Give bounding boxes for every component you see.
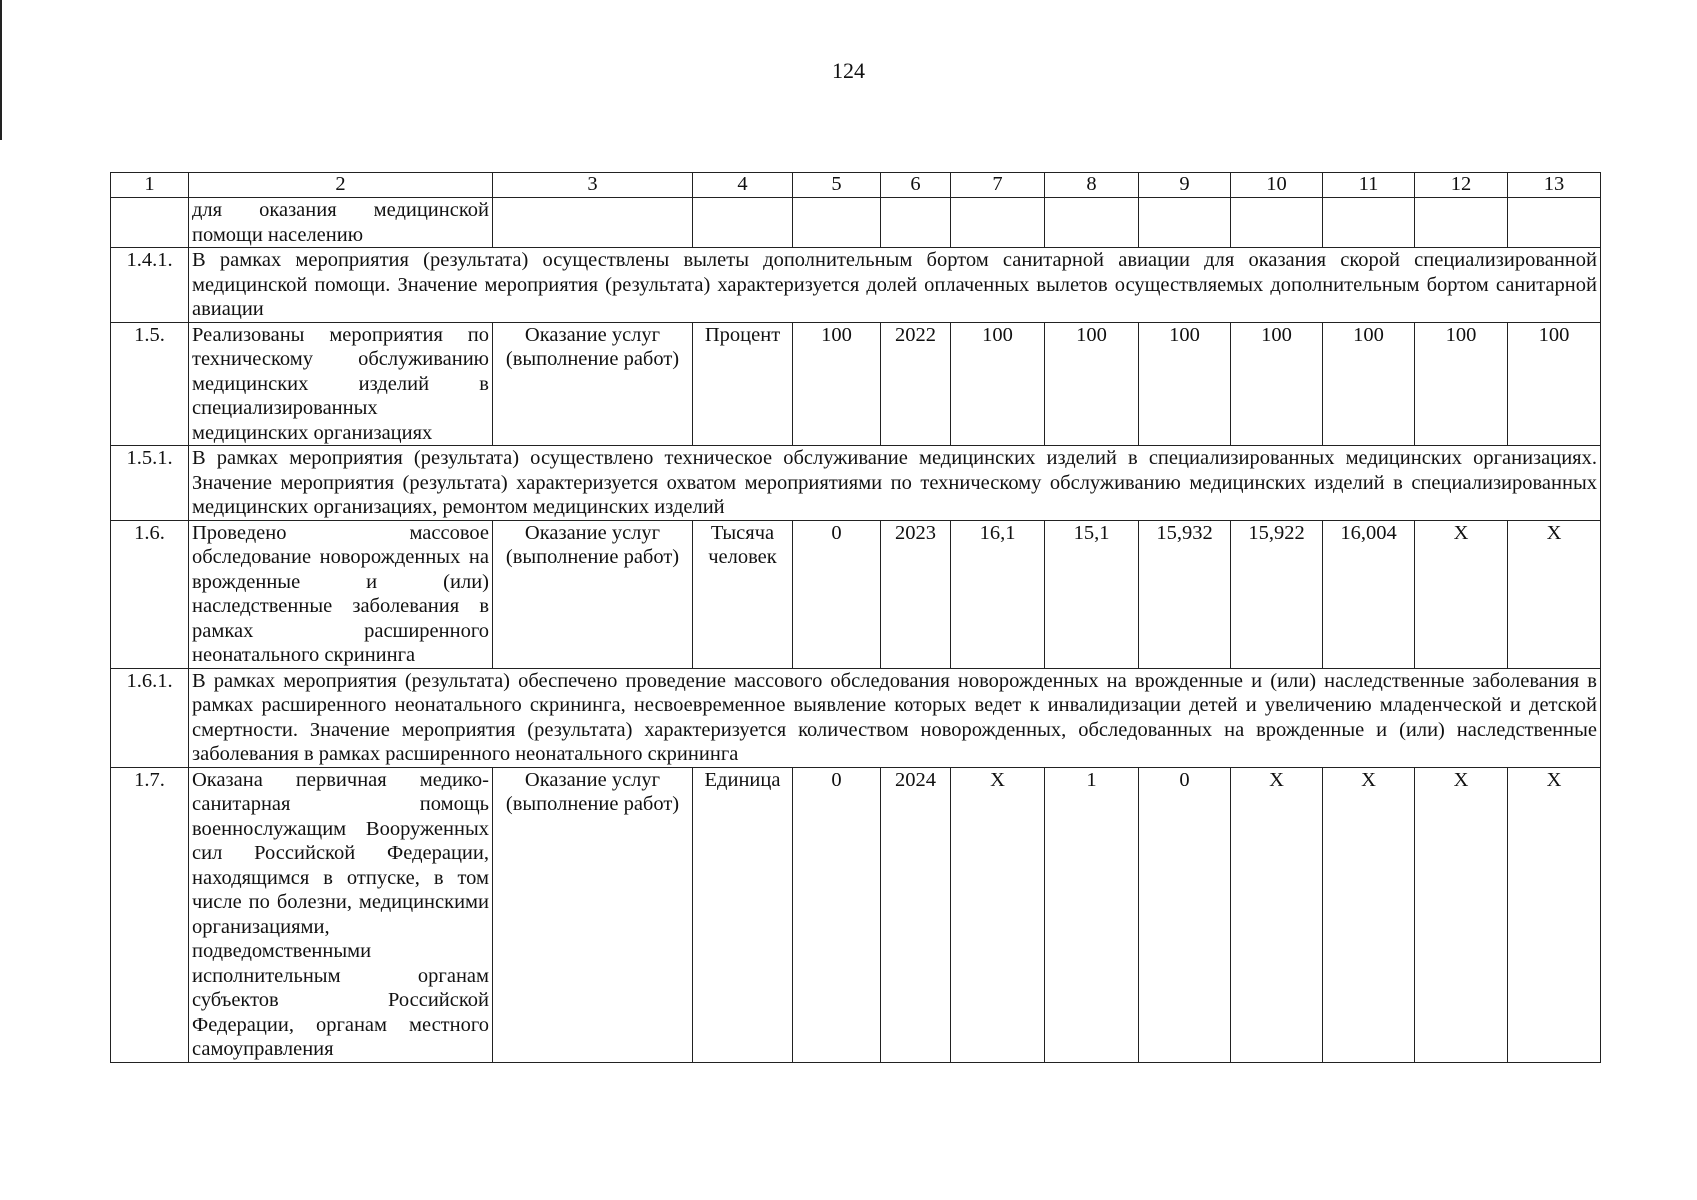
unit-cell: Процент [693, 322, 793, 446]
value-cell: 0 [1139, 767, 1231, 1062]
value-cell: Х [1323, 767, 1415, 1062]
column-number: 12 [1415, 173, 1508, 198]
column-number: 1 [111, 173, 189, 198]
item-name-cell: Реализованы мероприятия по техническому обслуживанию медицинских изделий в специализированных медицинских организациях [189, 322, 493, 446]
unit-cell: Тысяча человек [693, 520, 793, 668]
table-row [111, 520, 1601, 668]
row-number-cell: 1.7. [111, 767, 189, 1062]
item-name-cell: для оказания медицинской помощи населению [189, 198, 493, 248]
value-cell: 100 [951, 322, 1045, 446]
table-row [111, 767, 1601, 1062]
value-cell: Х [1231, 767, 1323, 1062]
value-cell: 15,932 [1139, 520, 1231, 668]
column-number: 7 [951, 173, 1045, 198]
data-table [110, 172, 1601, 1063]
description-row [111, 668, 1601, 767]
value-cell: 15,922 [1231, 520, 1323, 668]
column-number: 11 [1323, 173, 1415, 198]
row-number-cell: 1.6. [111, 520, 189, 668]
column-number: 3 [493, 173, 693, 198]
column-number: 10 [1231, 173, 1323, 198]
description-text: В рамках мероприятия (результата) осуществлено техническое обслуживание медицинских изделий в специализированных медицинских организациях. Значение мероприятия (результата) характеризуется охватом мероприятиями по техническому обслуживанию медицинских изделий в специализированных медицинских организациях, ремонтом медицинских изделий [189, 446, 1601, 521]
continuation-row [111, 198, 1601, 248]
row-number-cell: 1.6.1. [111, 668, 189, 767]
row-number-cell [111, 198, 189, 248]
page-number: 124 [832, 58, 865, 83]
description-text: В рамках мероприятия (результата) обеспечено проведение массового обследования новорожденных на врожденные и (или) наследственные заболевания в рамках расширенного неонатального скрининга, несвоевременное выявление которых ведет к инвалидизации детей и увеличению младенческой и детской смертности. Значение мероприятия (результата) характеризуется количеством новорожденных, обследованных на врожденные и (или) наследственные заболевания в рамках расширенного неонатального скрининга [189, 668, 1601, 767]
service-type-cell: Оказание услуг (выполнение работ) [493, 767, 693, 1062]
table-row [111, 322, 1601, 446]
item-name-cell: Проведено массовое обследование новорожденных на врожденные и (или) наследственные заболевания в рамках расширенного неонатального скрининга [189, 520, 493, 668]
column-number: 5 [793, 173, 881, 198]
description-row [111, 248, 1601, 323]
row-number-cell: 1.5.1. [111, 446, 189, 521]
value-cell: Х [1508, 767, 1601, 1062]
value-cell: Х [1415, 767, 1508, 1062]
value-cell: 1 [1045, 767, 1139, 1062]
value-cell: 0 [793, 767, 881, 1062]
service-type-cell: Оказание услуг (выполнение работ) [493, 322, 693, 446]
value-cell: Х [951, 767, 1045, 1062]
unit-cell: Единица [693, 767, 793, 1062]
value-cell: 100 [1139, 322, 1231, 446]
value-cell: 15,1 [1045, 520, 1139, 668]
column-number: 2 [189, 173, 493, 198]
column-number: 13 [1508, 173, 1601, 198]
value-cell: Х [1508, 520, 1601, 668]
value-cell: 100 [1231, 322, 1323, 446]
description-text: В рамках мероприятия (результата) осуществлены вылеты дополнительным бортом санитарной авиации для оказания скорой специализированной медицинской помощи. Значение мероприятия (результата) характеризуется долей оплаченных вылетов осуществляемых дополнительным бортом санитарной авиации [189, 248, 1601, 323]
item-name-cell: Оказана первичная медико-санитарная помощь военнослужащим Вооруженных сил Российской Федерации, находящимся в отпуске, в том числе по болезни, медицинскими организациями, подведомственными исполнительным органам субъектов Российской Федерации, органам местного самоуправления [189, 767, 493, 1062]
value-cell: 100 [793, 322, 881, 446]
row-number-cell: 1.5. [111, 322, 189, 446]
row-number-cell: 1.4.1. [111, 248, 189, 323]
value-cell: 2023 [881, 520, 951, 668]
value-cell: 16,004 [1323, 520, 1415, 668]
value-cell: 100 [1415, 322, 1508, 446]
description-row [111, 446, 1601, 521]
column-number: 9 [1139, 173, 1231, 198]
value-cell: 2022 [881, 322, 951, 446]
column-number: 8 [1045, 173, 1139, 198]
column-number: 6 [881, 173, 951, 198]
value-cell: 2024 [881, 767, 951, 1062]
value-cell: 16,1 [951, 520, 1045, 668]
value-cell: 100 [1323, 322, 1415, 446]
column-number-row [111, 173, 1601, 198]
column-number: 4 [693, 173, 793, 198]
value-cell: 100 [1045, 322, 1139, 446]
value-cell: Х [1415, 520, 1508, 668]
service-type-cell: Оказание услуг (выполнение работ) [493, 520, 693, 668]
value-cell: 100 [1508, 322, 1601, 446]
value-cell: 0 [793, 520, 881, 668]
